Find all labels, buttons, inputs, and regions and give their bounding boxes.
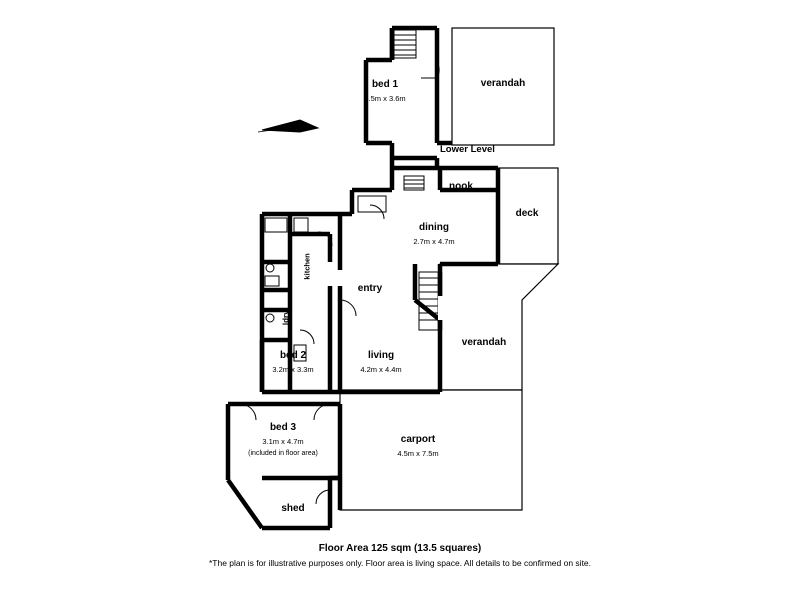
level-label-lower: Lower Level: [440, 144, 495, 155]
room-dims-bed1: 3.5m x 3.6m: [364, 94, 406, 103]
room-label-kitchen: kitchen: [302, 253, 312, 280]
room-dims-bed2: 3.2m x 3.3m: [272, 365, 314, 374]
room-label-dining: dining: [419, 222, 449, 233]
room-dims-living: 4.2m x 4.4m: [360, 365, 402, 374]
room-label-bed3: bed 3: [269, 422, 297, 433]
room-label-shed: shed: [281, 503, 305, 514]
room-label-entry: entry: [357, 283, 383, 294]
disclaimer-text: *The plan is for illustrative purposes only. Floor area is living space. All details to be confirmed on site.: [208, 558, 592, 568]
room-label-verandah-upper: verandah: [480, 78, 526, 89]
room-label-bed1: bed 1: [371, 79, 399, 90]
room-dims-carport: 4.5m x 7.5m: [397, 449, 439, 458]
room-dims-bed3: 3.1m x 4.7m: [262, 437, 304, 446]
room-label-carport: carport: [400, 434, 436, 445]
floor-area-text: Floor Area 125 sqm (13.5 squares): [318, 543, 482, 554]
room-label-living: living: [367, 350, 395, 361]
room-label-bed2: bed 2: [279, 350, 307, 361]
room-label-nook: nook: [449, 181, 473, 192]
room-label-deck: deck: [515, 208, 539, 219]
verandah-lower-outline: [440, 264, 558, 390]
room-label-verandah-lower: verandah: [461, 337, 507, 348]
room-label-ldry: ldry: [281, 310, 291, 326]
room-note-bed3: (included in floor area): [248, 450, 318, 457]
north-arrow-icon: [258, 120, 318, 132]
room-dims-dining: 2.7m x 4.7m: [413, 237, 455, 246]
